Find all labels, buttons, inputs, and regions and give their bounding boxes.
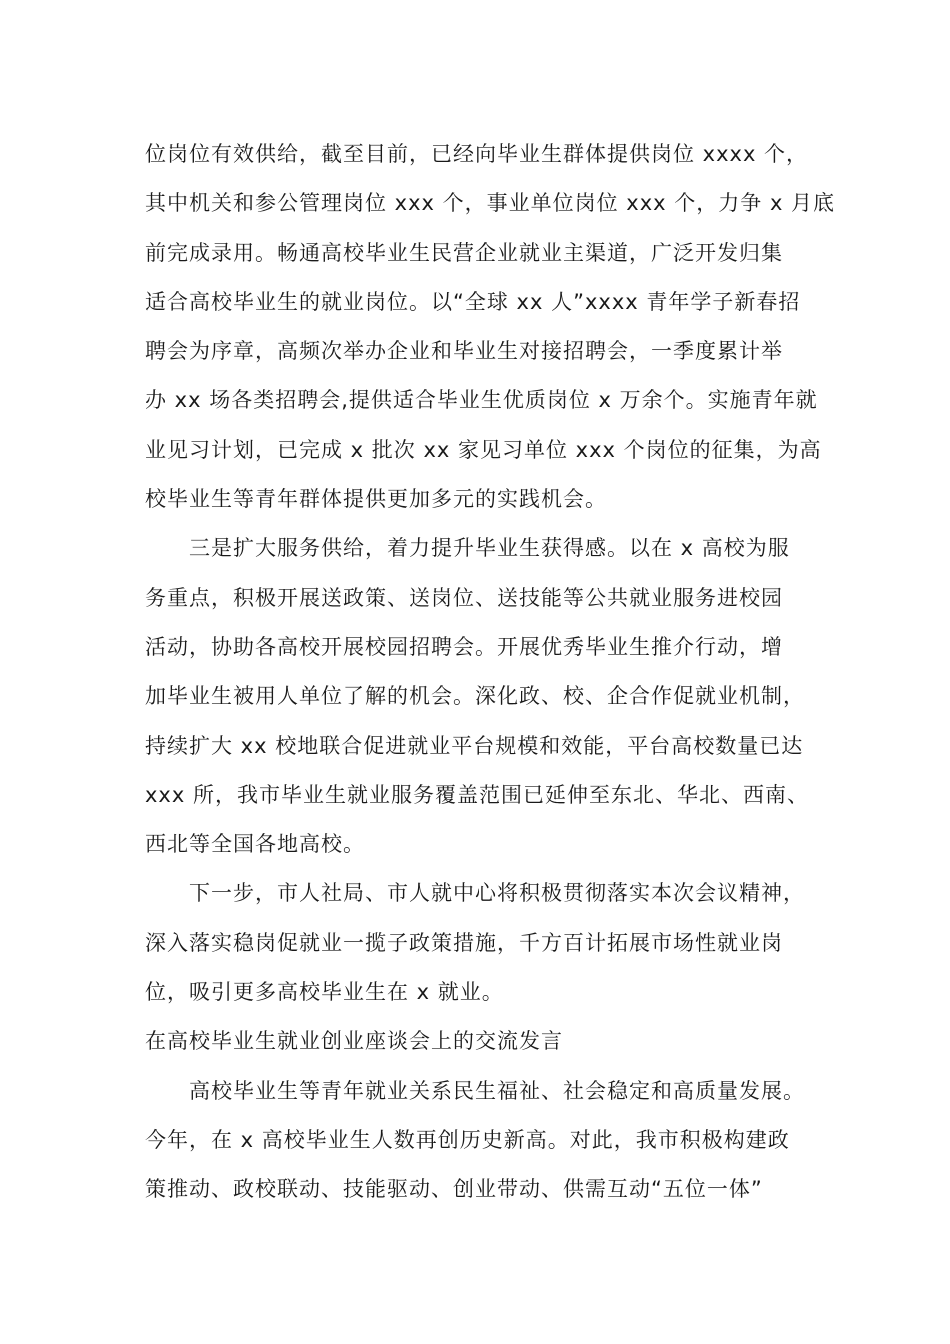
text-line: 位岗位有效供给，截至目前，已经向毕业生群体提供岗位 xxxx 个，: [145, 142, 809, 166]
section-heading: [145, 1017, 825, 1066]
text-line: 聘会为序章，高频次举办企业和毕业生对接招聘会，一季度累计举: [145, 339, 783, 364]
document-body: [145, 130, 836, 1215]
text-line: 西北等全国各地高校。: [145, 832, 365, 857]
text-line: 下一步，市人社局、市人就中心将积极贯彻落实本次会议精神，: [189, 881, 805, 906]
text-line: 位，吸引更多高校毕业生在 x 就业。: [145, 980, 504, 1005]
section-title: 在高校毕业生就业创业座谈会上的交流发言: [145, 1029, 563, 1054]
text-line: xxx 所，我市毕业生就业服务覆盖范围已延伸至东北、华北、西南、: [145, 782, 809, 807]
text-line: 校毕业生等青年群体提供更加多元的实践机会。: [145, 487, 607, 512]
text-line: 其中机关和参公管理岗位 xxx 个，事业单位岗位 xxx 个，力争 x 月底: [145, 191, 836, 216]
paragraph-service-supply: [145, 524, 825, 869]
paragraph-next-steps: [145, 869, 825, 1017]
text-line: 三是扩大服务供给，着力提升毕业生获得感。以在 x 高校为服: [189, 536, 790, 561]
text-line: 高校毕业生等青年就业关系民生福祉、社会稳定和高质量发展。: [189, 1078, 805, 1103]
text-line: 适合高校毕业生的就业岗位。以“全球 xx 人”xxxx 青年学子新春招: [145, 289, 801, 314]
text-line: 策推动、政校联动、技能驱动、创业带动、供需互动“五位一体”: [145, 1177, 763, 1202]
text-line: 活动，协助各高校开展校园招聘会。开展优秀毕业生推介行动，增: [145, 634, 783, 659]
paragraph-intro: [145, 1067, 825, 1215]
text-line: 加毕业生被用人单位了解的机会。深化政、校、企合作促就业机制，: [145, 684, 805, 709]
paragraph-job-supply: [145, 130, 836, 524]
text-line: 业见习计划，已完成 x 批次 xx 家见习单位 xxx 个岗位的征集，为高: [145, 437, 822, 462]
text-line: 今年，在 x 高校毕业生人数再创历史新高。对此，我市积极构建政: [145, 1127, 790, 1152]
text-line: 前完成录用。畅通高校毕业生民营企业就业主渠道，广泛开发归集: [145, 240, 783, 265]
text-line: 务重点，积极开展送政策、送岗位、送技能等公共就业服务进校园: [145, 585, 783, 610]
text-line: 深入落实稳岗促就业一揽子政策措施，千方百计拓展市场性就业岗: [145, 930, 783, 955]
text-line: 持续扩大 xx 校地联合促进就业平台规模和效能，平台高校数量已达: [145, 733, 804, 758]
text-line: 办 xx 场各类招聘会,提供适合毕业生优质岗位 x 万余个。实施青年就: [145, 388, 818, 413]
